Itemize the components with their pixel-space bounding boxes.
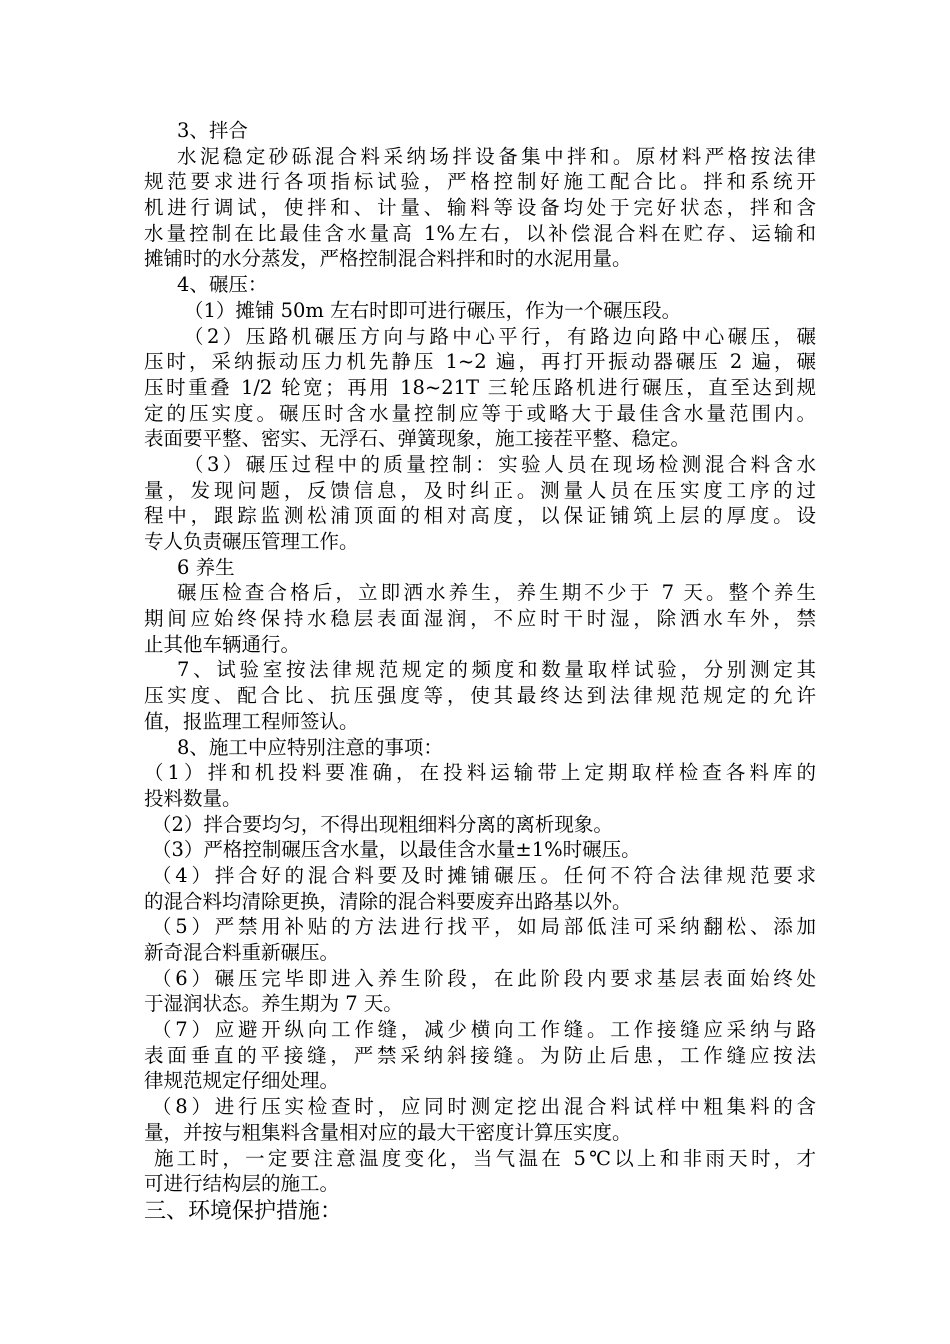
- paragraph-line: 机进行调试，使拌和、计量、输料等设备均处于完好状态，拌和含: [144, 196, 816, 220]
- paragraph-line: 7、试验室按法律规范规定的频度和数量取样试验，分别测定其: [177, 658, 816, 682]
- paragraph-line: 量，发现问题，反馈信息，及时纠正。测量人员在压实度工序的过: [144, 478, 816, 502]
- paragraph-line: 水量控制在比最佳含水量高 1%左右，以补偿混合料在贮存、运输和: [144, 221, 816, 245]
- paragraph-line: 压时，采纳振动压力机先静压 1~2 遍，再打开振动器碾压 2 遍，碾: [144, 350, 816, 374]
- paragraph-line: 碾压检查合格后，立即洒水养生，养生期不少于 7 天。整个养生: [177, 581, 816, 605]
- list-item-line: （4）拌合好的混合料要及时摊铺碾压。任何不符合法律规范要求: [152, 863, 816, 887]
- list-item-line: 表面垂直的平接缝，严禁采纳斜接缝。为防止后患，工作缝应按法: [144, 1043, 816, 1067]
- paragraph-line: 可进行结构层的施工。: [144, 1172, 340, 1196]
- list-item-line: 的混合料均清除更换，清除的混合料要废弃出路基以外。: [144, 889, 632, 913]
- paragraph-line: 表面要平整、密实、无浮石、弹簧现象，施工接茬平整、稳定。: [144, 427, 691, 451]
- list-item-line: 律规范规定仔细处理。: [144, 1069, 340, 1093]
- section-heading-curing: 6 养生: [177, 555, 235, 579]
- paragraph-line: 压时重叠 1/2 轮宽；再用 18~21T 三轮压路机进行碾压，直至达到规: [144, 375, 816, 399]
- section-heading-compaction: 4、碾压：: [177, 273, 268, 297]
- paragraph-line: 规范要求进行各项指标试验，严格控制好施工配合比。拌和系统开: [144, 170, 816, 194]
- list-item-line: （7）应避开纵向工作缝，减少横向工作缝。工作接缝应采纳与路: [152, 1018, 816, 1042]
- paragraph-line: 水泥稳定砂砾混合料采纳场拌设备集中拌和。原材料严格按法律: [177, 144, 816, 168]
- paragraph-line: （3）碾压过程中的质量控制：实验人员在现场检测混合料含水: [184, 452, 816, 476]
- list-item-line: （1）拌和机投料要准确，在投料运输带上定期取样检查各料库的: [144, 761, 816, 785]
- paragraph-line: 止其他车辆通行。: [144, 632, 301, 656]
- list-item-line: （6）碾压完毕即进入养生阶段，在此阶段内要求基层表面始终处: [152, 966, 816, 990]
- list-item-line: （8）进行压实检查时，应同时测定挖出混合料试样中粗集料的含: [152, 1095, 816, 1119]
- list-item-line: 投料数量。: [144, 786, 242, 810]
- document-body: [144, 118, 816, 1226]
- list-item-line: （2）拌合要均匀，不得出现粗细料分离的离析现象。: [152, 812, 613, 836]
- paragraph-line: （1）摊铺 50m 左右时即可进行碾压，作为一个碾压段。: [184, 298, 682, 322]
- paragraph-line: 施工时，一定要注意温度变化，当气温在 5℃以上和非雨天时，才: [154, 1146, 816, 1170]
- list-item-line: 新奇混合料重新碾压。: [144, 941, 340, 964]
- list-item-line: （3）严格控制碾压含水量，以最佳含水量±1%时碾压。: [152, 838, 641, 862]
- paragraph-line: 期间应始终保持水稳层表面湿润，不应时干时湿，除洒水车外，禁: [144, 607, 816, 631]
- section-heading-mixing: 3、拌合: [177, 119, 248, 142]
- paragraph-line: 摊铺时的水分蒸发，严格控制混合料拌和时的水泥用量。: [144, 247, 632, 271]
- section-heading-environment: 三、环境保护措施：: [144, 1198, 343, 1224]
- list-item-line: 于湿润状态。养生期为 7 天。: [144, 992, 403, 1016]
- paragraph-line: （2）压路机碾压方向与路中心平行，有路边向路中心碾压，碾: [184, 324, 816, 348]
- paragraph-line: 压实度、配合比、抗压强度等，使其最终达到法律规范规定的允许: [144, 684, 816, 708]
- paragraph-line: 程中，跟踪监测松浦顶面的相对高度，以保证铺筑上层的厚度。设: [144, 504, 816, 528]
- section-heading-notes: 8、施工中应特别注意的事项：: [177, 735, 443, 759]
- list-item-line: 量，并按与粗集料含量相对应的最大干密度计算压实度。: [144, 1120, 632, 1144]
- paragraph-line: 专人负责碾压管理工作。: [144, 530, 359, 553]
- list-item-line: （5）严禁用补贴的方法进行找平，如局部低洼可采纳翻松、添加: [152, 915, 816, 939]
- paragraph-line: 值，报监理工程师签认。: [144, 709, 359, 733]
- paragraph-line: 定的压实度。碾压时含水量控制应等于或略大于最佳含水量范围内。: [144, 401, 816, 425]
